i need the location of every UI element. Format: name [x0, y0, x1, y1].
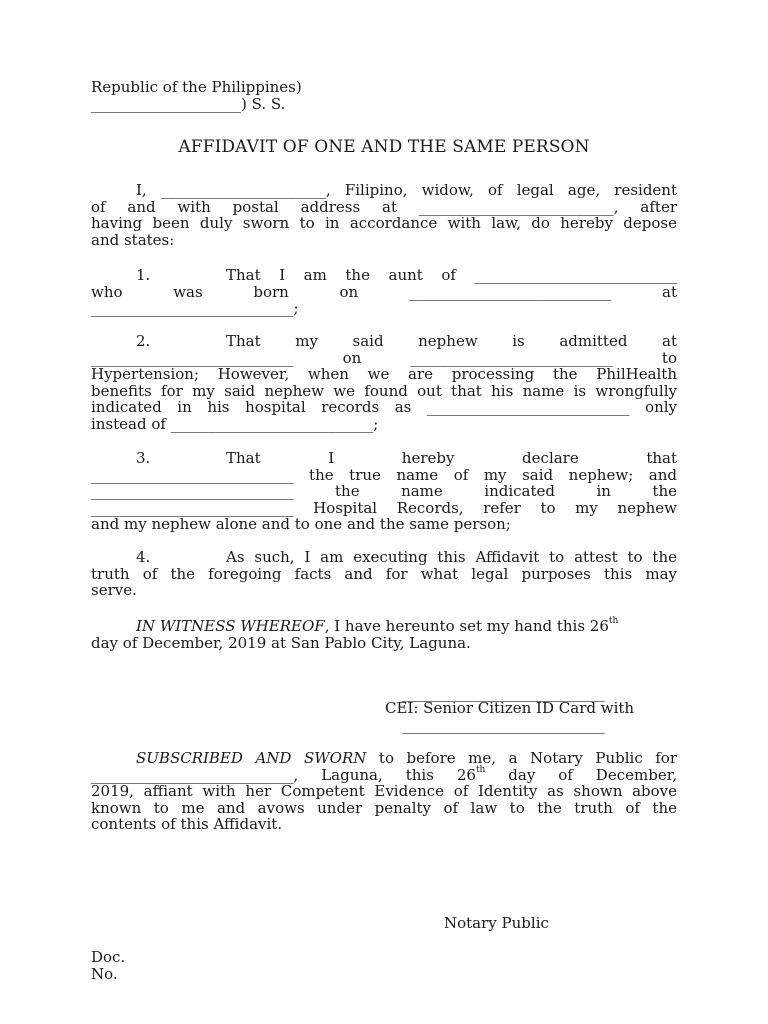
jurat-line-3: 2019, affiant with her Competent Evidence of Identity as shown above	[91, 782, 677, 800]
p3-line-5: and my nephew alone and to one and the same person;	[91, 515, 511, 533]
p3-line-4: ___________________________ Hospital Records, refer to my nephew	[91, 498, 677, 517]
p2-line-2: ___________________________ on ___________________________ to	[91, 348, 677, 367]
p2-line-5: indicated in his hospital records as ___________________________ only	[91, 398, 677, 416]
no-label: No.	[91, 965, 118, 983]
p4-line-1: 4. As such, I am executing this Affidavit to attest to the	[136, 548, 677, 566]
intro-line-3: having been duly sworn to in accordance with law, do hereby depose	[91, 214, 677, 232]
venue-header	[91, 79, 677, 112]
notary-public-label: Notary Public	[444, 914, 549, 932]
p4-line-2: truth of the foregoing facts and for what legal purposes this may	[91, 564, 677, 583]
jurat-line-5: contents of this Affidavit.	[91, 815, 283, 833]
p2-line-1: 2. That my said nephew is admitted at	[136, 332, 677, 350]
jurat-line-1: SUBSCRIBED AND SWORN to before me, a Notary Public for	[136, 749, 678, 767]
cei-label: CEI: Senior Citizen ID Card with	[385, 699, 635, 717]
witness-line-1: IN WITNESS WHEREOF, I have hereunto set my hand this 26th	[136, 616, 619, 635]
p1-line-2: who was born on ___________________________ at	[91, 282, 677, 301]
jurat-paragraph	[91, 750, 677, 833]
paragraph-1	[91, 267, 677, 317]
witness-clause	[91, 618, 677, 651]
p3-line-3: ___________________________ the name indicated in the	[91, 482, 677, 500]
p1-line-1: 1. That I am the aunt of ___________________________	[136, 266, 677, 284]
p2-line-6: instead of ___________________________;	[91, 414, 379, 433]
p3-line-1: 3. That I hereby declare that	[136, 449, 677, 467]
p2-line-3: Hypertension; However, when we are processing the PhilHealth	[91, 365, 677, 383]
jurat-line-2: ___________________________, Laguna, this 26th day of December,	[91, 764, 677, 784]
paragraph-4	[91, 549, 677, 599]
intro-line-2: of and with postal address at __________________________, after	[91, 197, 677, 216]
cei-value-line: ___________________________	[402, 716, 605, 734]
p2-line-4: benefits for my said nephew we found out that his name is wrongfully	[91, 381, 677, 400]
venue-country: Republic of the Philippines)	[91, 78, 302, 96]
p3-line-2: ___________________________ the true name of my said nephew; and	[91, 465, 677, 484]
intro-paragraph	[91, 182, 677, 248]
witness-line-2: day of December, 2019 at San Pablo City, Laguna.	[91, 633, 471, 652]
paragraph-3	[91, 450, 677, 533]
paragraph-2	[91, 333, 677, 432]
venue-ss: ____________________) S. S.	[91, 94, 286, 113]
intro-line-4: and states:	[91, 230, 175, 249]
document-title: AFFIDAVIT OF ONE AND THE SAME PERSON	[178, 137, 590, 157]
p4-line-3: serve.	[91, 581, 137, 599]
affiant-signature-line: ___________________________	[402, 684, 605, 702]
p1-line-3: ___________________________;	[91, 299, 299, 317]
jurat-line-4: known to me and avows under penalty of law to the truth of the	[91, 798, 677, 817]
intro-line-1: I, ______________________, Filipino, widow, of legal age, resident	[136, 181, 677, 199]
doc-number-label: Doc.	[91, 948, 126, 966]
